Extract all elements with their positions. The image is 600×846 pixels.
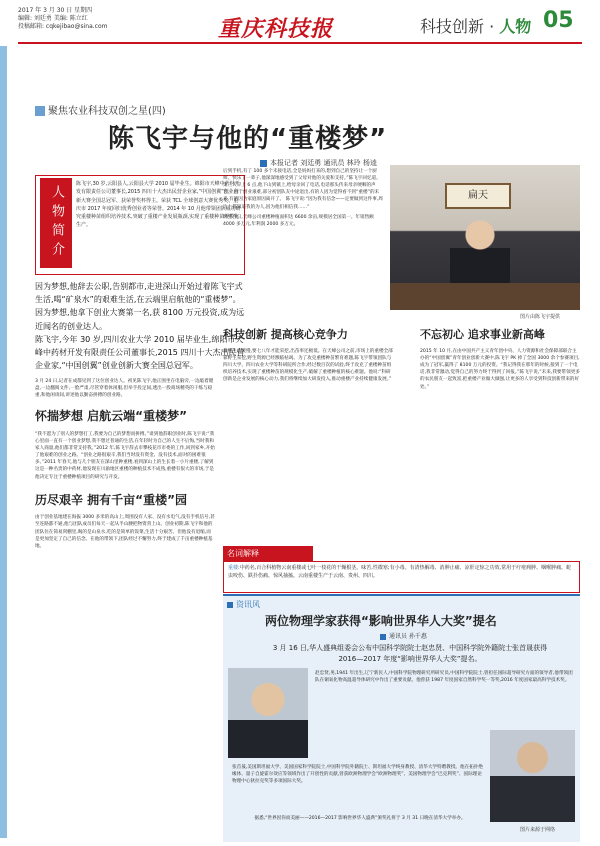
news-byline: 通讯员 孙千惠 [380, 631, 427, 640]
subheading-aspiration: 不忘初心 追求事业新高峰 [420, 328, 545, 341]
header-rule [18, 42, 582, 44]
lead-paragraph: 因为梦想,他辞去公职,告别都市,走进深山开始过着陈飞宇式生活,喝“矿泉水”的艰难生活,在云端里启航他的“重楼梦”。 [35, 282, 243, 305]
photo-caption: 图片由陈飞宇提供 [520, 314, 561, 320]
aspiration-section [420, 326, 580, 391]
profile-label: 人物简介 [40, 178, 72, 268]
series-label: 聚焦农业科技双创之星(四) [35, 102, 166, 117]
news-tag-icon [227, 602, 233, 608]
lead-paragraph: 陈飞宇,今年 30 岁,四川农业大学 2010 届毕业生,绵阳市天峰中药材开发有限责任公司董事长,2015 四川十大杰出民营企业家,“中国创翼”创业创新大赛全国总冠军。 [35, 334, 245, 371]
series-badge-icon [35, 106, 45, 116]
intro-paragraph: 3 月 24 日,记者在成都见到了这位创业达人。初见陈飞宇,他正围坐在电脑旁,一边敲着键盘,一边翻阅文件,一脸严肃,尽管穿着休闲服,但举手投足间,透出一股商场精英的干练与稳重,和他闲谈间,讲述他以勤奋拼搏的创业路。 [35, 379, 214, 399]
zhao-zhongxian-photo [228, 668, 308, 758]
body-paragraph: 时至今日,天峰公司重楼种植面积达 6600 余亩,规模居全国第一。年销售额 4000 多万元,年利润 2000 多万元。 [223, 214, 374, 227]
profile-text: 陈飞宇,30 岁,云阳县人,云阳县大学 2010 届毕业生。绵阳市天峰中药材开发有限责任公司董事长,2015 四川十大杰出民营企业家,“中国创翼”创业创新大赛全国总冠军、获荣誉奖杯得主。荣获 TCL 全球创意大赛优秀奖、重庆市 2017 年度回归优秀创业者等荣誉。2014 年 10 月他带领团队成功研究重楼种苗组织培养技术,突破了重楼产业发展瓶颈,实现了重楼种苗规模化生产。 [76, 181, 241, 229]
glossary-ribbon: 名词解释 [223, 546, 313, 562]
news-footer: 据悉,“世界因你而美丽——2016—2017 影响世界华人盛典”颁奖礼将于 3 月 31 日晚在清华大学举办。 [254, 816, 466, 821]
byline-square-icon [260, 160, 267, 167]
article-byline: 本报记者 刘廷勇 通讯员 林玲 杨逵 [260, 158, 377, 168]
contact-email: 投稿邮箱: cqkejibao@sina.com [18, 23, 108, 31]
subheading-dream: 怀揣梦想 启航云端“重楼梦” [35, 409, 187, 424]
news-lead: 3 月 16 日,华人盛典组委会公布中国科学院院士赵忠贤、中国科学院外籍院士张首晟获得 2016—2017 年度“影响世界华人大奖”提名。 [272, 644, 548, 663]
zhang-shousheng-photo [490, 730, 575, 822]
section-title: 科技创新 · 人物 [420, 17, 532, 36]
body-paragraph: 由于创业基地建在海拔 3000 多米的高山上,周围没有人家、没有水电气,没有手机信号,甚至连路都不通,他与团队成员们每天一起从半山腰把物资背上山。创业初期,陈飞宇和他的团队住在简易窝棚里,喝的是山泉水,吃的是简单的饭菜,生活十分艰苦。但他没有退缩,而是更加坚定了自己的信念。在他的带领下,团队经过不懈努力,终于建成了千亩重楼种植基地。 [35, 515, 215, 549]
body-paragraph: 2015 年 10 月,在由中国共产主义青年团中央、人力资源和社会保障部联合主办的“中国创翼”青年创业创新大赛中,陈飞宇 PK 掉了全国 3000 余个参赛项目,成为了冠军,赢得了 8100 万元的投资。“我记得我在那年的时候,接到了一个电话,我非常激动,觉得自己的努力终于得到了回报。”陈飞宇说,“未来,我要带领更多的农民朋友一起致富,把重楼产业做大做强,让更多的人享受到科技创新带来的好处。” [420, 349, 580, 390]
mid-top-text [223, 168, 383, 228]
left-color-strip [0, 46, 7, 838]
subheading-hardship: 历尽艰辛 拥有千亩“重楼”园 [35, 492, 187, 507]
article-headline: 陈飞宇与他的“重楼梦” [108, 124, 388, 154]
issue-date: 2017 年 3 月 30 日 星期四 [18, 7, 93, 14]
news-byline-icon [380, 634, 386, 640]
glossary-box: 重楼:中药名,百合科植物云南重楼或七叶一枝花的干燥根茎。味苦,性微寒;有小毒。有清热解毒、消肿止痛、凉肝定惊之功效,常用于疔疮痈肿、咽喉肿痛、蛇虫咬伤、跌扑伤痛、惊风抽搐。云南重楼生产于云南、贵州、四川。 [223, 561, 580, 593]
editor-line: 编辑: 刘廷勇 美编: 陈立红 [18, 15, 88, 23]
issue-meta [18, 7, 107, 31]
body-paragraph: 重楼生长缓慢,要七八年才能采挖,出苗率还极低。在天峰公司之前,市场上的重楼全部靠野生采挖,野生资源已经濒临枯竭。为了攻克重楼种苗繁育难题,陈飞宇带领团队与四川大学、四川农业大学等科研院所合作,经过数百次的试验,终于攻克了重楼种苗组织培养技术,实现了重楼种苗的规模化生产,破解了重楼种植的核心难题。他说:“科研创新是企业发展的核心动力,我们将继续加大研发投入,推动重楼产业持续健康发展。” [223, 349, 393, 383]
portrait-photo [390, 165, 580, 310]
body-paragraph: “我不愿为了别人的梦想打工,我要为自己的梦想而拼搏。”谈到他辞职创业时,陈飞宇说:“我心里面一直有一个创业梦想,我不想过普通的生活,在年轻时为自己的人生不后悔,当时我和家人商量,他们都非常支持我。”2012 年,陈飞宇辞去市攀枝花市市委的工作,回到家乡,开始了他艰难的创业之路。“创业之路很艰辛,我们当时没有资金、没有技术,面对的困难很多。”2011 年春天,他与几个朋友在深山里种重楼,看到深山上的生长着一小片重楼,了解到这是一种名贵的中药材,他发现在川渝地区重楼的种植技术不成熟,重楼有很大的市场,于是他决定专注于重楼种植项目的研究与开发。 [35, 431, 215, 480]
article-lead [35, 280, 245, 372]
news-title: 两位物理学家获得“影响世界华人大奖”提名 [265, 614, 497, 628]
news-photo-caption: 图片来源于网络 [520, 827, 556, 833]
body-paragraph: 后到手机,有了 100 多个未接电话,全是妈妈打来的,想到自己的坚持让一个厨师、快乐了一辈子,他深深地感受到了父母对他的关爱和支持。”陈飞宇回忆道。 第三天早上 6 点,他下山到镇上,给母亲回了电话,电话那头传来母亲哽咽的声音。 由于创业艰难,部分初创队友中途退出,有的人因为觉得看不到“重楼”的未来,有的因为家庭原因离开了。 陈飞宇说:“因为我有信念——定要做到这件事,周边上都知道我的为人,因为他们相信我……” [223, 169, 383, 210]
glossary-term: 重楼 [228, 565, 239, 571]
plaque-calligraphy: 扁天 [445, 183, 511, 209]
left-column [35, 378, 215, 550]
news-paragraph-zhang: 张首晟,美国斯坦福大学、美国国家科学院院士,中国科学院外籍院士、斯坦福大学终身教授、清华大学特聘教授。他在拓扑绝缘体、量子自旋霍尔效应等领域作出了开创性的贡献,曾获欧洲物理学会“欧洲物理奖”、美国物理学会“巴克利奖”、国际理论物理中心狄拉克奖等多项国际大奖。 [232, 765, 483, 785]
lead-paragraph: 因为梦想,他拿下创业大赛第一名,获 8100 万元投资,成为远近闻名的创业达人。 [35, 308, 245, 331]
section-accent: 人物 [499, 17, 532, 36]
page-number: 05 [543, 8, 574, 33]
innovation-section [223, 326, 393, 384]
subheading-innovation: 科技创新 提高核心竞争力 [223, 328, 348, 341]
news-paragraph-zhao: 赵忠贤,男,1941 年出生,辽宁新民人,中国科学院物理研究所研究员,中国科学院院士,曾担任国际超导研究方面的领导者,他带领团队在铜氧化物高温超导体研究中作出了重要贡献。他曾获 1987 年度国家自然科学奖一等奖,2016 年度国家最高科学技术奖。 [315, 671, 573, 684]
masthead-logo: 重庆科技报 [218, 16, 334, 42]
desk [390, 283, 580, 310]
news-tag: 资讯风 [227, 599, 260, 610]
